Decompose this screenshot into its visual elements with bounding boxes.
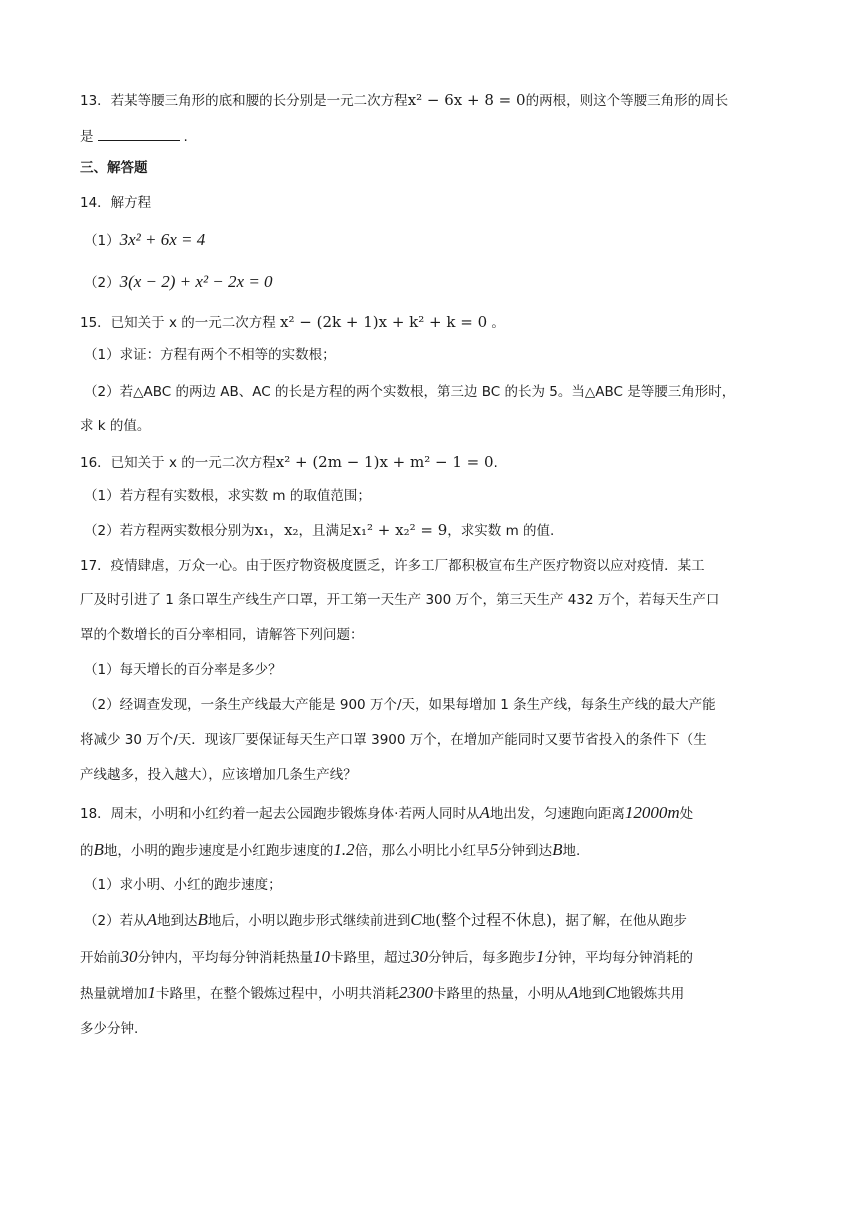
q18-note: (整个过程不休息) xyxy=(435,911,552,929)
q15-line-1 xyxy=(80,312,505,333)
q18-text: 分钟后，每多跑步 xyxy=(428,950,536,966)
q16-text: . xyxy=(493,455,498,471)
part-label: （2） xyxy=(84,275,120,291)
q16-condition: x₁² + x₂² = 9 xyxy=(352,521,448,539)
q18-part-2 xyxy=(84,910,687,931)
point-c: C xyxy=(410,910,422,929)
q14-equation-1: 3x² + 6x = 4 xyxy=(119,230,206,249)
q17-part-2-cont: 将减少 30 万个/天．现该厂要保证每天生产口罩 3900 万个，在增加产能同时又要节省投入的条件下（生 xyxy=(80,732,707,748)
q18-part-2-cont: 多少分钟. xyxy=(80,1021,139,1037)
q14-part-1 xyxy=(84,230,205,251)
q18-text: 地到达 xyxy=(156,913,198,929)
q18-number: 30 xyxy=(411,947,428,966)
q13-text: 13．若某等腰三角形的底和腰的长分别是一元二次方程 xyxy=(80,93,408,109)
q18-text: 地，小明的跑步速度是小红跑步速度的 xyxy=(103,843,334,859)
q18-number: 1 xyxy=(536,947,545,966)
point-a: A xyxy=(568,983,579,1002)
q18-minutes: 5 xyxy=(489,840,499,859)
q18-number: 1 xyxy=(147,983,156,1002)
q18-text: 分钟，平均每分钟消耗的 xyxy=(544,950,693,966)
q14-part-2 xyxy=(84,272,273,293)
q16-line-1 xyxy=(80,452,498,473)
q18-text: 18．周末，小明和小红约着一起去公园跑步锻炼身体‧若两人同时从 xyxy=(80,806,480,822)
q18-text: 分钟内，平均每分钟消耗热量 xyxy=(137,950,313,966)
q18-text: 开始前 xyxy=(80,950,121,966)
q15-part-2-cont: 求 k 的值。 xyxy=(80,418,151,434)
q13-line-2 xyxy=(80,126,188,147)
q15-part-1: （1）求证：方程有两个不相等的实数根； xyxy=(84,347,336,363)
q16-text: （2）若方程两实数根分别为 xyxy=(84,523,255,539)
point-b: B xyxy=(197,910,208,929)
q17-part-2-cont: 产线越多，投入越大），应该增加几条生产线？ xyxy=(80,767,357,783)
q18-line-1 xyxy=(80,803,693,824)
q16-roots: x₁，x₂ xyxy=(254,521,299,539)
q18-number: 2300 xyxy=(399,983,433,1002)
q17-part-2: （2）经调查发现，一条生产线最大产能是 900 万个/天，如果每增加 1 条生产线，每条生产线的最大产能 xyxy=(84,697,716,713)
point-c: C xyxy=(605,983,617,1002)
q18-text: 地到 xyxy=(578,986,606,1002)
q18-line-2 xyxy=(80,840,580,861)
q18-text: 卡路里，超过 xyxy=(330,950,411,966)
point-b: B xyxy=(93,840,104,859)
q18-text: ，据了解，在他从跑步 xyxy=(551,913,687,929)
q18-text: 地出发，匀速跑向距离 xyxy=(489,806,625,822)
q18-text: 地. xyxy=(562,843,581,859)
q13-line-1 xyxy=(80,90,728,111)
q17-line-2: 厂及时引进了 1 条口罩生产线生产口罩，开工第一天生产 300 万个，第三天生产 432 万个，若每天生产口 xyxy=(80,592,720,608)
q18-part-1: （1）求小明、小红的跑步速度； xyxy=(84,877,282,893)
q13-equation: x² − 6x + 8 = 0 xyxy=(407,91,526,109)
q17-part-1: （1）每天增长的百分率是多少？ xyxy=(84,662,282,678)
q16-text: ，且满足 xyxy=(298,523,353,539)
answer-blank xyxy=(98,126,180,141)
q18-text: 热量就增加 xyxy=(80,986,148,1002)
q13-text: . xyxy=(183,129,188,145)
q15-text: 。 xyxy=(487,315,505,331)
q16-part-1: （1）若方程有实数根，求实数 m 的取值范围； xyxy=(84,488,371,504)
q18-text: 处 xyxy=(679,806,694,822)
q13-text: 是 xyxy=(80,129,94,145)
q15-text: 15．已知关于 x 的一元二次方程 xyxy=(80,315,281,331)
q18-distance: 12000m xyxy=(624,803,680,822)
q14-title: 14．解方程 xyxy=(80,195,152,211)
part-label: （1） xyxy=(84,233,120,249)
section-heading: 三、解答题 xyxy=(80,160,148,176)
q18-number: 30 xyxy=(120,947,138,966)
q18-ratio: 1.2 xyxy=(333,840,355,859)
q18-part-2-cont xyxy=(80,947,693,968)
q18-text: 地 xyxy=(421,913,436,929)
q16-equation: x² + (2m − 1)x + m² − 1 = 0 xyxy=(275,453,494,471)
q15-equation: x² − (2k + 1)x + k² + k = 0 xyxy=(280,313,488,331)
q18-text: 倍，那么小明比小红早 xyxy=(354,843,490,859)
q18-text: 的 xyxy=(80,843,94,859)
q18-text: 分钟到达 xyxy=(498,843,553,859)
q18-text: （2）若从 xyxy=(84,913,147,929)
q16-part-2 xyxy=(84,520,554,541)
q18-text: 地锻炼共用 xyxy=(616,986,685,1002)
q14-equation-2: 3(x − 2) + x² − 2x = 0 xyxy=(119,272,273,291)
q18-number: 10 xyxy=(313,947,330,966)
q16-text: ，求实数 m 的值. xyxy=(447,523,555,539)
q15-part-2: （2）若△ABC 的两边 AB、AC 的长是方程的两个实数根，第三边 BC 的长为 5。当△ABC 是等腰三角形时， xyxy=(84,384,736,400)
point-a: A xyxy=(479,803,490,822)
q18-text: 卡路里的热量，小明从 xyxy=(433,986,568,1002)
q16-text: 16．已知关于 x 的一元二次方程 xyxy=(80,455,276,471)
point-a: A xyxy=(146,910,157,929)
q18-text: 卡路里，在整个锻炼过程中，小明共消耗 xyxy=(156,986,399,1002)
q18-part-2-cont xyxy=(80,983,684,1004)
q17-line-3: 罩的个数增长的百分率相同，请解答下列问题： xyxy=(80,627,364,643)
point-b: B xyxy=(552,840,563,859)
q18-text: 地后，小明以跑步形式继续前进到 xyxy=(207,913,411,929)
q13-text: 的两根，则这个等腰三角形的周长 xyxy=(525,93,729,109)
q17-line-1: 17．疫情肆虐，万众一心。由于医疗物资极度匮乏，许多工厂都积极宣布生产医疗物资以应对疫情．某工 xyxy=(80,558,705,574)
